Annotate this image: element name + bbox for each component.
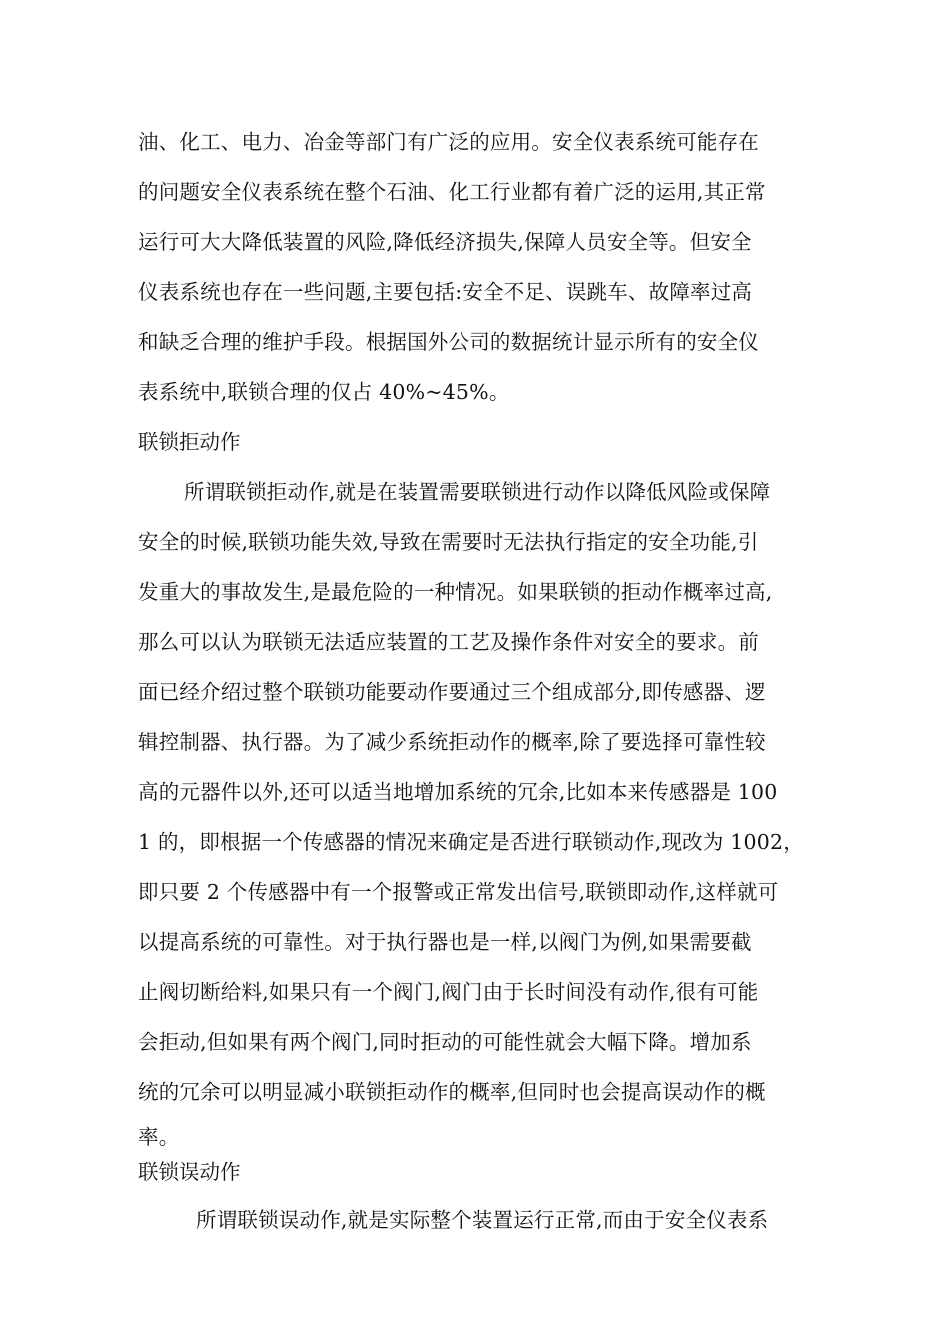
paragraph-line: 即只要 2 个传感器中有一个报警或正常发出信号,联锁即动作,这样就可: [138, 880, 779, 904]
paragraph-line: 会拒动,但如果有两个阀门,同时拒动的可能性就会大幅下降。增加系: [138, 1030, 752, 1054]
paragraph-line: 的问题安全仪表系统在整个石油、化工行业都有着广泛的运用,其正常: [138, 180, 766, 204]
paragraph-line: 发重大的事故发生,是最危险的一种情况。如果联锁的拒动作概率过高,: [138, 580, 773, 604]
paragraph-line: 止阀切断给料,如果只有一个阀门,阀门由于长时间没有动作,很有可能: [138, 980, 759, 1004]
paragraph-line: 表系统中,联锁合理的仅占 40%~45%。: [138, 380, 510, 404]
section-heading: 联锁误动作: [138, 1160, 241, 1184]
paragraph-line: 仪表系统也存在一些问题,主要包括:安全不足、误跳车、故障率过高: [138, 280, 753, 304]
paragraph-line: 1 的，即根据一个传感器的情况来确定是否进行联锁动作,现改为 1002，: [138, 830, 804, 854]
paragraph-line: 面已经介绍过整个联锁功能要动作要通过三个组成部分,即传感器、逻: [138, 680, 766, 704]
paragraph-line: 和缺乏合理的维护手段。根据国外公司的数据统计显示所有的安全仪: [138, 330, 759, 354]
section-heading: 联锁拒动作: [138, 430, 241, 454]
paragraph-line: 统的冗余可以明显减小联锁拒动作的概率,但同时也会提高误动作的概: [138, 1080, 766, 1104]
paragraph-line: 所谓联锁拒动作,就是在装置需要联锁进行动作以降低风险或保障: [184, 480, 771, 504]
paragraph-line: 安全的时候,联锁功能失效,导致在需要时无法执行指定的安全功能,引: [138, 530, 759, 554]
paragraph-line: 以提高系统的可靠性。对于执行器也是一样,以阀门为例,如果需要截: [138, 930, 752, 954]
paragraph-line: 辑控制器、执行器。为了减少系统拒动作的概率,除了要选择可靠性较: [138, 730, 766, 754]
paragraph-line: 那么可以认为联锁无法适应装置的工艺及操作条件对安全的要求。前: [138, 630, 759, 654]
paragraph-line: 油、化工、电力、冶金等部门有广泛的应用。安全仪表系统可能存在: [138, 130, 759, 154]
paragraph-line: 高的元器件以外,还可以适当地增加系统的冗余,比如本来传感器是 100: [138, 780, 778, 804]
paragraph-line: 所谓联锁误动作,就是实际整个装置运行正常,而由于安全仪表系: [196, 1208, 769, 1232]
paragraph-line: 运行可大大降低装置的风险,降低经济损失,保障人员安全等。但安全: [138, 230, 752, 254]
paragraph-line: 率。: [138, 1125, 180, 1149]
